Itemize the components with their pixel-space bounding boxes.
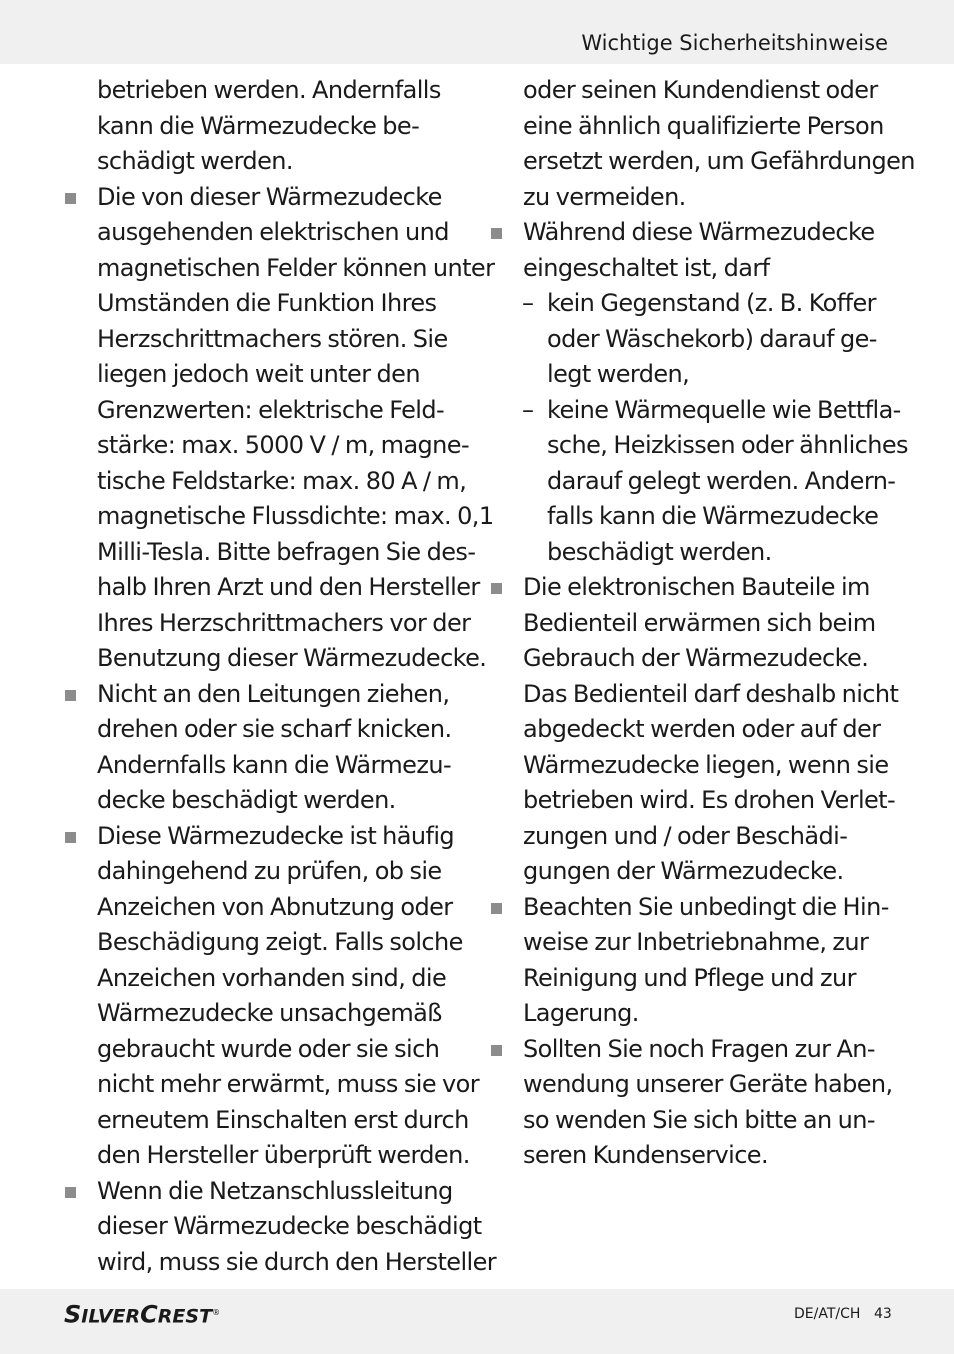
text-line: Während diese Wärmezudecke — [523, 218, 875, 246]
text-line: so wenden Sie sich bitte an un- — [523, 1105, 875, 1134]
text-line: weise zur Inbetriebnahme, zur — [523, 928, 869, 956]
text-line: Die von dieser Wärmezudecke — [97, 182, 442, 211]
text-line: darauf gelegt werden. Andern- — [547, 466, 896, 495]
bullet-list-item — [490, 570, 899, 890]
text-line: magnetische Flussdichte: max. 0,1 — [97, 502, 494, 530]
text-line: Lagerung. — [523, 999, 639, 1027]
text-line: dieser Wärmezudecke beschädigt — [97, 1212, 482, 1240]
text-line: Milli-Tesla. Bitte befragen Sie des- — [97, 537, 476, 566]
text-line: falls kann die Wärmezudecke — [547, 502, 879, 530]
bullet-list-item — [64, 180, 495, 677]
text-line: tische Feldstarke: max. 80 A / m, — [97, 466, 467, 495]
text-line: Umständen die Funktion Ihres — [97, 289, 437, 317]
text-line: keine Wärmequelle wie Bettfla- — [547, 395, 901, 424]
text-line: Ihres Herzschrittmachers vor der — [97, 608, 471, 637]
text-line: schädigt werden. — [97, 147, 293, 175]
text-line: beschädigt werden. — [547, 537, 772, 566]
right-text-column — [490, 73, 915, 1174]
text-line: Grenzwerten: elektrische Feld- — [97, 395, 445, 424]
text-line: nicht mehr erwärmt, muss sie vor — [97, 1070, 479, 1098]
square-bullet-icon — [491, 583, 502, 594]
square-bullet-icon — [491, 903, 502, 914]
square-bullet-icon — [65, 193, 76, 204]
text-line: betrieben wird. Es drohen Verlet- — [523, 786, 896, 814]
text-line: Wärmezudecke unsachgemäß — [97, 999, 442, 1027]
text-line: magnetischen Felder können unter — [97, 253, 495, 282]
bullet-list-item — [490, 890, 894, 1032]
page-number: 43 — [874, 1306, 892, 1322]
text-line: dahingehend zu prüfen, ob sie — [97, 857, 442, 885]
square-bullet-icon — [65, 690, 76, 701]
text-line: stärke: max. 5000 V / m, magne- — [97, 431, 470, 459]
text-line: drehen oder sie scharf knicken. — [97, 715, 452, 743]
text-line: gebraucht wurde oder sie sich — [97, 1034, 440, 1063]
text-line: zungen und / oder Beschädi- — [523, 821, 848, 850]
text-line: erneutem Einschalten erst durch — [97, 1105, 469, 1134]
text-line: halb Ihren Arzt und den Hersteller — [97, 573, 480, 601]
text-line: seren Kundenservice. — [523, 1141, 768, 1169]
text-line: ersetzt werden, um Gefährdungen — [523, 147, 915, 175]
text-line: Sollten Sie noch Fragen zur An- — [523, 1034, 875, 1063]
text-line: zu vermeiden. — [523, 182, 686, 211]
continued-paragraph — [490, 73, 915, 215]
text-line: Beachten Sie unbedingt die Hin- — [523, 892, 889, 921]
text-line: Anzeichen von Abnutzung oder — [97, 892, 453, 921]
text-line: Benutzung dieser Wärmezudecke. — [97, 644, 487, 672]
text-line: Reinigung und Pflege und zur — [523, 963, 856, 992]
text-line: decke beschädigt werden. — [97, 786, 396, 814]
text-line: Das Bedienteil darf deshalb nicht — [523, 679, 899, 708]
page-header-title: Wichtige Sicherheitshinweise — [581, 31, 888, 55]
dash-marker: – — [522, 395, 534, 424]
text-line: liegen jedoch weit unter den — [97, 360, 420, 388]
bullet-list-item — [490, 1032, 894, 1174]
text-line: Diese Wärmezudecke ist häufig — [97, 821, 455, 850]
text-line: Bedienteil erwärmen sich beim — [523, 608, 876, 637]
text-line: betrieben werden. Andernfalls — [97, 76, 441, 104]
square-bullet-icon — [491, 1045, 502, 1056]
text-line: gungen der Wärmezudecke. — [523, 857, 844, 885]
square-bullet-icon — [65, 832, 76, 843]
bullet-list-item — [64, 677, 468, 819]
text-line: kann die Wärmezudecke be- — [97, 111, 420, 140]
text-line: legt werden, — [547, 360, 690, 388]
text-line: Die elektronischen Bauteile im — [523, 573, 870, 601]
square-bullet-icon — [491, 228, 502, 239]
left-text-column — [64, 73, 497, 1280]
dash-marker: – — [522, 289, 534, 317]
text-line: eingeschaltet ist, darf — [523, 253, 770, 282]
text-line: ausgehenden elektrischen und — [97, 218, 449, 246]
text-line: Andernfalls kann die Wärmezu- — [97, 750, 452, 779]
bullet-list-item — [490, 215, 894, 286]
continued-paragraph — [64, 73, 468, 180]
text-line: abgedeckt werden oder auf der — [523, 715, 881, 743]
text-line: Gebrauch der Wärmezudecke. — [523, 644, 869, 672]
text-line: sche, Heizkissen oder ähnliches — [547, 431, 908, 459]
dash-list-item — [490, 286, 894, 393]
text-line: kein Gegenstand (z. B. Koffer — [547, 289, 876, 317]
text-line: Herzschrittmachers stören. Sie — [97, 324, 448, 353]
dash-list-item — [490, 393, 908, 571]
text-line: oder Wäschekorb) darauf ge- — [547, 324, 877, 353]
text-line: Beschädigung zeigt. Falls solche — [97, 928, 463, 956]
text-line: Wärmezudecke liegen, wenn sie — [523, 750, 889, 779]
footer-region-label: DE/AT/CH — [794, 1306, 861, 1322]
text-line: Nicht an den Leitungen ziehen, — [97, 679, 450, 708]
bullet-list-item — [64, 1174, 497, 1281]
square-bullet-icon — [65, 1187, 76, 1198]
text-line: eine ähnlich qualifizierte Person — [523, 111, 884, 140]
silvercrest-logo: SILVERCREST® — [64, 1300, 221, 1329]
text-line: Anzeichen vorhanden sind, die — [97, 963, 447, 992]
bullet-list-item — [64, 819, 479, 1174]
text-line: oder seinen Kundendienst oder — [523, 76, 878, 104]
text-line: den Hersteller überprüft werden. — [97, 1141, 470, 1169]
text-line: wird, muss sie durch den Hersteller — [97, 1247, 497, 1276]
text-line: Wenn die Netzanschlussleitung — [97, 1176, 453, 1205]
text-line: wendung unserer Geräte haben, — [523, 1070, 893, 1098]
